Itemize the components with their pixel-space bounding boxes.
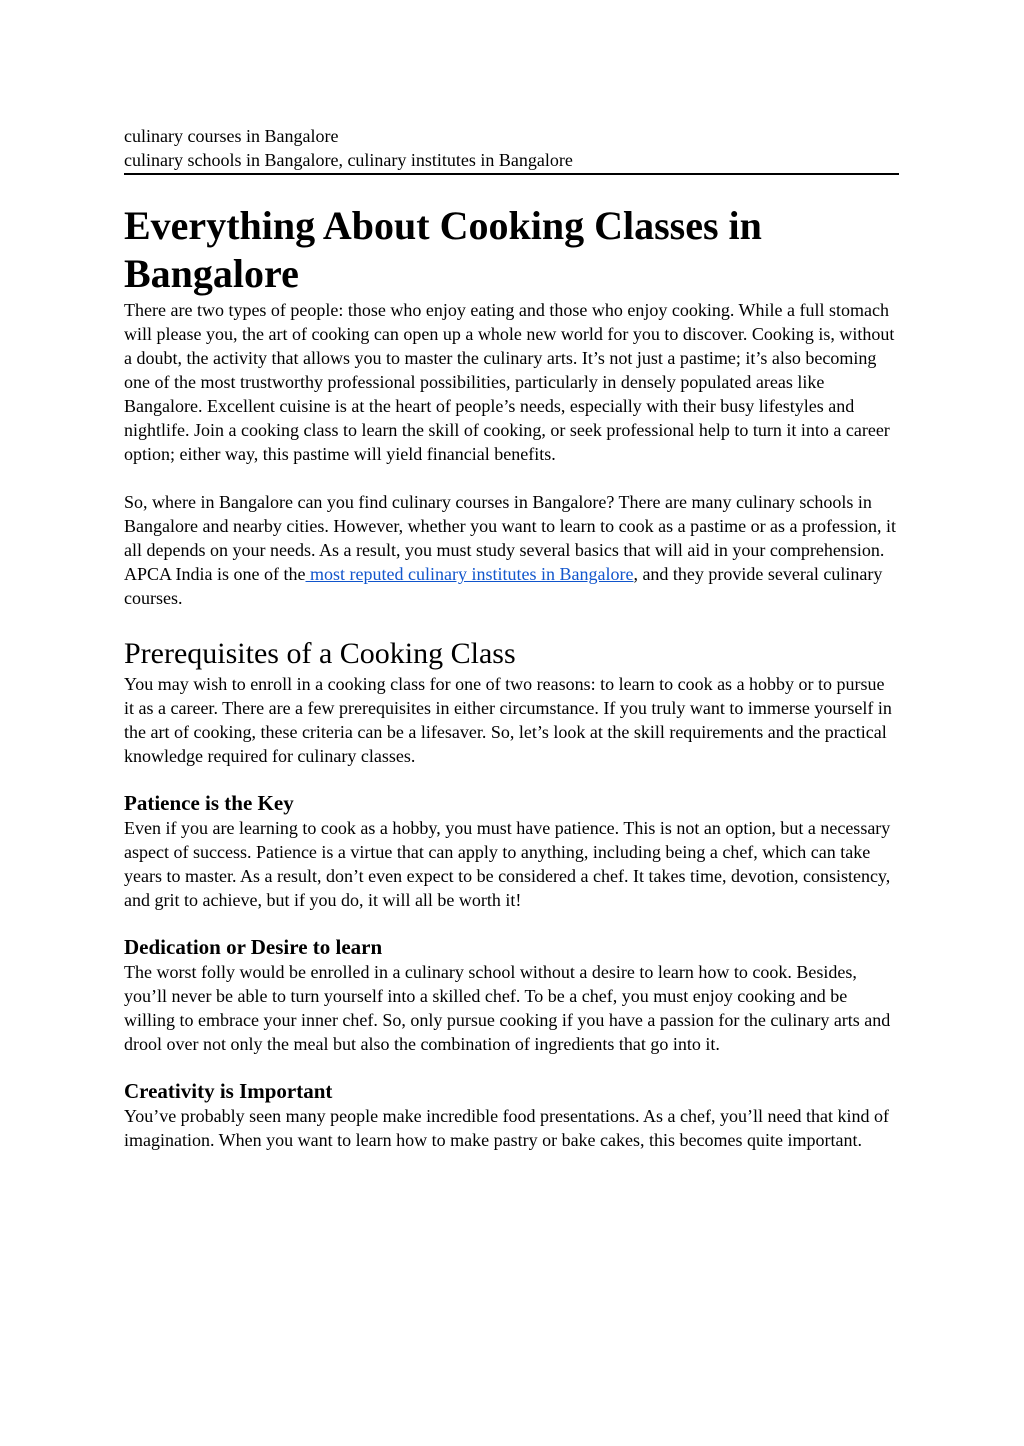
creativity-heading: Creativity is Important	[124, 1079, 333, 1103]
dedication-heading: Dedication or Desire to learn	[124, 935, 383, 959]
keywords-line-1: culinary courses in Bangalore	[124, 126, 339, 146]
prerequisites-heading: Prerequisites of a Cooking Class	[124, 637, 516, 670]
keywords-block	[124, 124, 899, 175]
apca-paragraph	[124, 490, 899, 610]
culinary-institutes-link[interactable]: most reputed culinary institutes in Bangalore	[305, 564, 634, 584]
apca-paragraph-text: So, where in Bangalore can you find culinary courses in Bangalore? There are many culinary schools in Bangalore and nearby cities. However, whether you want to learn to cook as a pastime or as a profession, it all depends on your needs. As a result, you must study several basics that will aid in your comprehension. APCA India is one of the	[124, 492, 897, 584]
patience-paragraph: Even if you are learning to cook as a hobby, you must have patience. This is not an option, but a necessary aspect of success. Patience is a virtue that can apply to anything, including being a chef, which can take years to master. As a result, don’t even expect to be considered a chef. It takes time, devotion, consistency, and grit to achieve, but if you do, it will all be worth it!	[124, 818, 891, 910]
patience-heading: Patience is the Key	[124, 791, 294, 815]
document-page	[124, 124, 899, 1152]
keywords-line-2: culinary schools in Bangalore, culinary institutes in Bangalore	[124, 150, 573, 170]
creativity-paragraph: You’ve probably seen many people make incredible food presentations. As a chef, you’ll need that kind of imagination. When you want to learn how to make pastry or bake cakes, this becomes quite important.	[124, 1106, 889, 1150]
dedication-paragraph: The worst folly would be enrolled in a culinary school without a desire to learn how to cook. Besides, you’ll never be able to turn yourself into a skilled chef. To be a chef, you must enjoy cooking and be willing to embrace your inner chef. So, only pursue cooking if you have a passion for the culinary arts and drool over not only the meal but also the combination of ingredients that go into it.	[124, 962, 891, 1054]
prerequisites-paragraph: You may wish to enroll in a cooking class for one of two reasons: to learn to cook as a hobby or to pursue it as a career. There are a few prerequisites in either circumstance. If you truly want to immerse yourself in the art of cooking, these criteria can be a lifesaver. So, let’s look at the skill requirements and the practical knowledge required for culinary classes.	[124, 674, 892, 766]
page-title: Everything About Cooking Classes in Bangalore	[124, 203, 762, 296]
intro-paragraph: There are two types of people: those who enjoy eating and those who enjoy cooking. While a full stomach will please you, the art of cooking can open up a whole new world for you to discover. Cooking is, without a doubt, the activity that allows you to master the culinary arts. It’s not just a pastime; it’s also becoming one of the most trustworthy professional possibilities, particularly in densely populated areas like Bangalore. Excellent cuisine is at the heart of people’s needs, especially with their busy lifestyles and nightlife. Join a cooking class to learn the skill of cooking, or seek professional help to turn it into a career option; either way, this pastime will yield financial benefits.	[124, 300, 895, 464]
apca-paragraph-tail: , and they provide several culinary courses.	[124, 564, 883, 608]
